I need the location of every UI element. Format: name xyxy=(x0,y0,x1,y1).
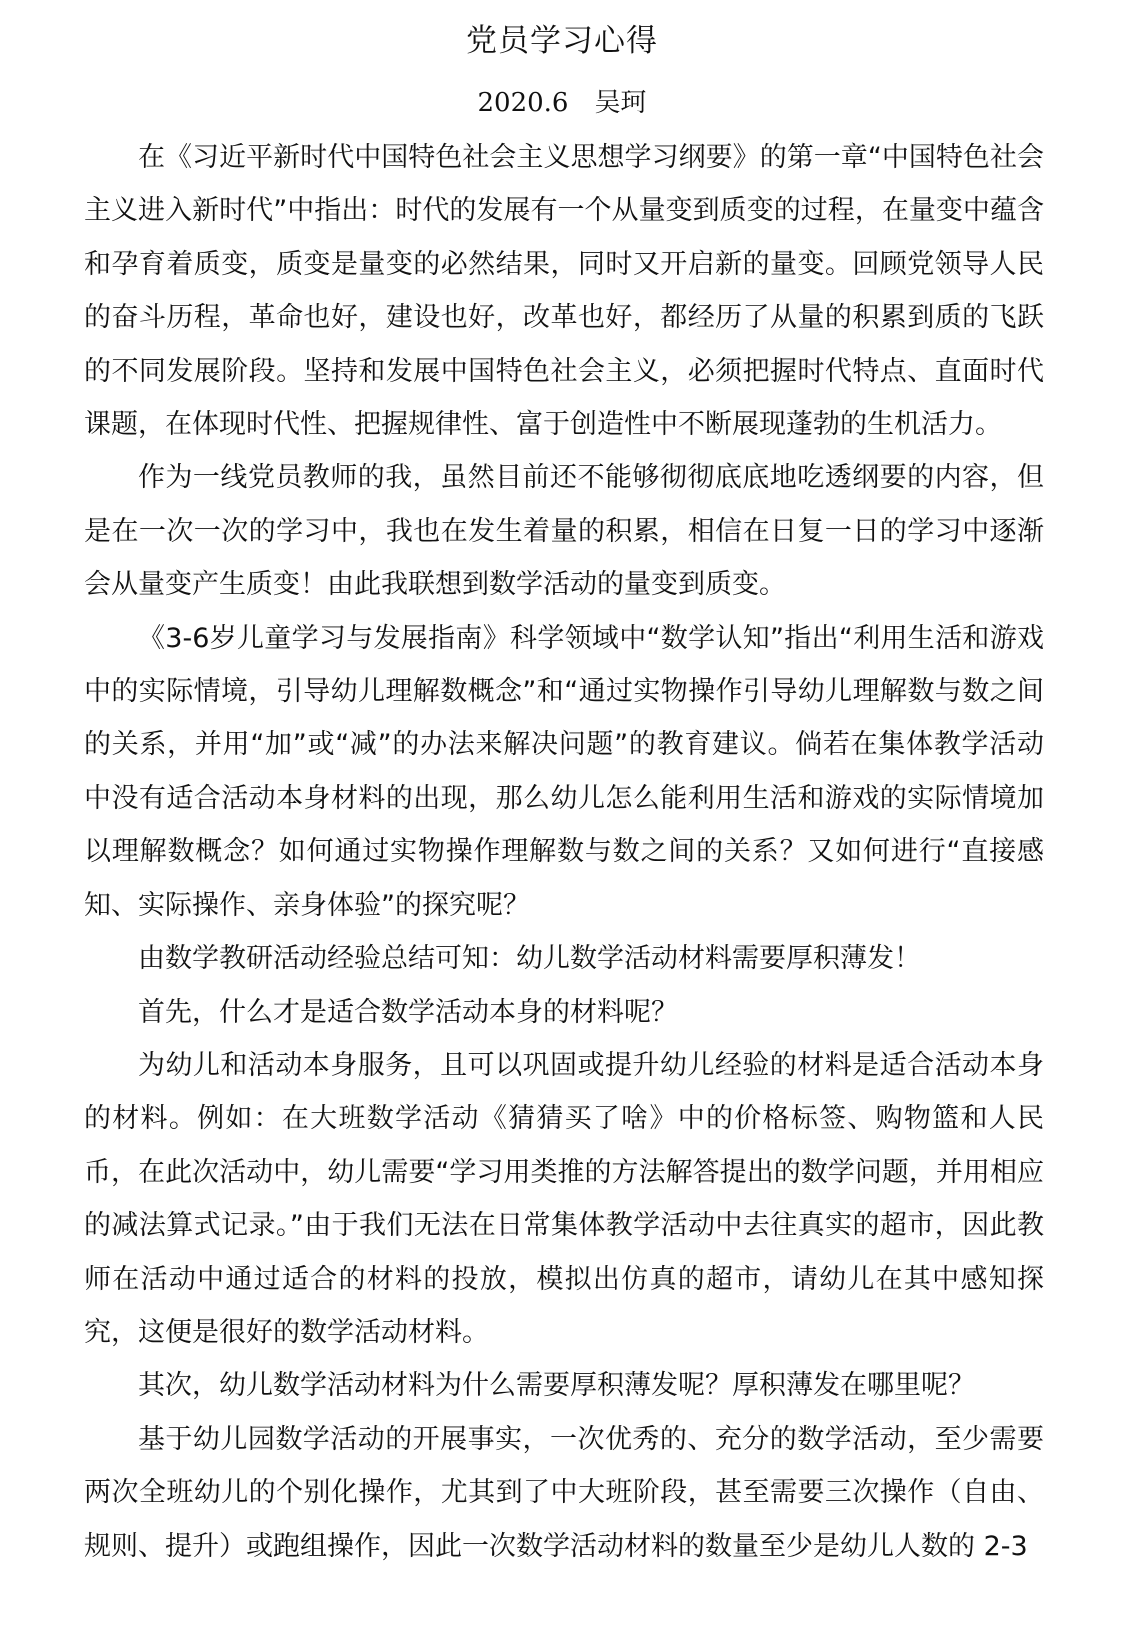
paragraph: 首先，什么才是适合数学活动本身的材料呢？ xyxy=(138,996,678,1028)
paragraph: 为幼儿和活动本身服务，且可以巩固或提升幼儿经验的材料是适合活动本身的材料。例如：在大班数学活动《猜猜买了啥》中的价格标签、购物篮和人民币，在此次活动中，幼儿需要“学习用类推的方法解答提出的数学问题，并用相应的减法算式记录。”由于我们无法在日常集体教学活动中去往真实的超市，因此教师在活动中通过适合的材料的投放，模拟出仿真的超市，请幼儿在其中感知探究，这便是很好的数学活动材料。 xyxy=(84,1049,1044,1348)
paragraph: 由数学教研活动经验总结可知：幼儿数学活动材料需要厚积薄发！ xyxy=(138,943,921,975)
byline-author: 吴珂 xyxy=(594,88,647,118)
byline-date: 2020.6 xyxy=(477,88,569,118)
paragraph: 其次，幼儿数学活动材料为什么需要厚积薄发呢？厚积薄发在哪里呢？ xyxy=(138,1370,975,1402)
byline xyxy=(0,83,1124,123)
document-body xyxy=(84,131,1044,1573)
paragraph: 基于幼儿园数学活动的开展事实，一次优秀的、充分的数学活动，至少需要两次全班幼儿的个别化操作，尤其到了中大班阶段，甚至需要三次操作（自由、规则、提升）或跑组操作，因此一次数学活动材料的数量至少是幼儿人数的 2-3 xyxy=(84,1423,1044,1562)
paragraph: 《3-6岁儿童学习与发展指南》科学领域中“数学认知”指出“利用生活和游戏中的实际情境，引导幼儿理解数概念”和“通过实物操作引导幼儿理解数与数之间的关系，并用“加”或“减”的办法来解决问题”的教育建议。倘若在集体教学活动中没有适合活动本身材料的出现，那么幼儿怎么能利用生活和游戏的实际情境加以理解数概念？如何通过实物操作理解数与数之间的关系？又如何进行“直接感知、实际操作、亲身体验”的探究呢？ xyxy=(84,622,1044,921)
paragraph: 作为一线党员教师的我，虽然目前还不能够彻彻底底地吃透纲要的内容，但是在一次一次的学习中，我也在发生着量的积累，相信在日复一日的学习中逐渐会从量变产生质变！由此我联想到数学活动的量变到质变。 xyxy=(84,462,1044,601)
page-title: 党员学习心得 xyxy=(466,23,658,59)
paragraph: 在《习近平新时代中国特色社会主义思想学习纲要》的第一章“中国特色社会主义进入新时代”中指出：时代的发展有一个从量变到质变的过程，在量变中蕴含和孕育着质变，质变是量变的必然结果，同时又开启新的量变。回顾党领导人民的奋斗历程，革命也好，建设也好，改革也好，都经历了从量的积累到质的飞跃的不同发展阶段。坚持和发展中国特色社会主义，必须把握时代特点、直面时代课题，在体现时代性、把握规律性、富于创造性中不断展现蓬勃的生机活力。 xyxy=(84,142,1044,441)
